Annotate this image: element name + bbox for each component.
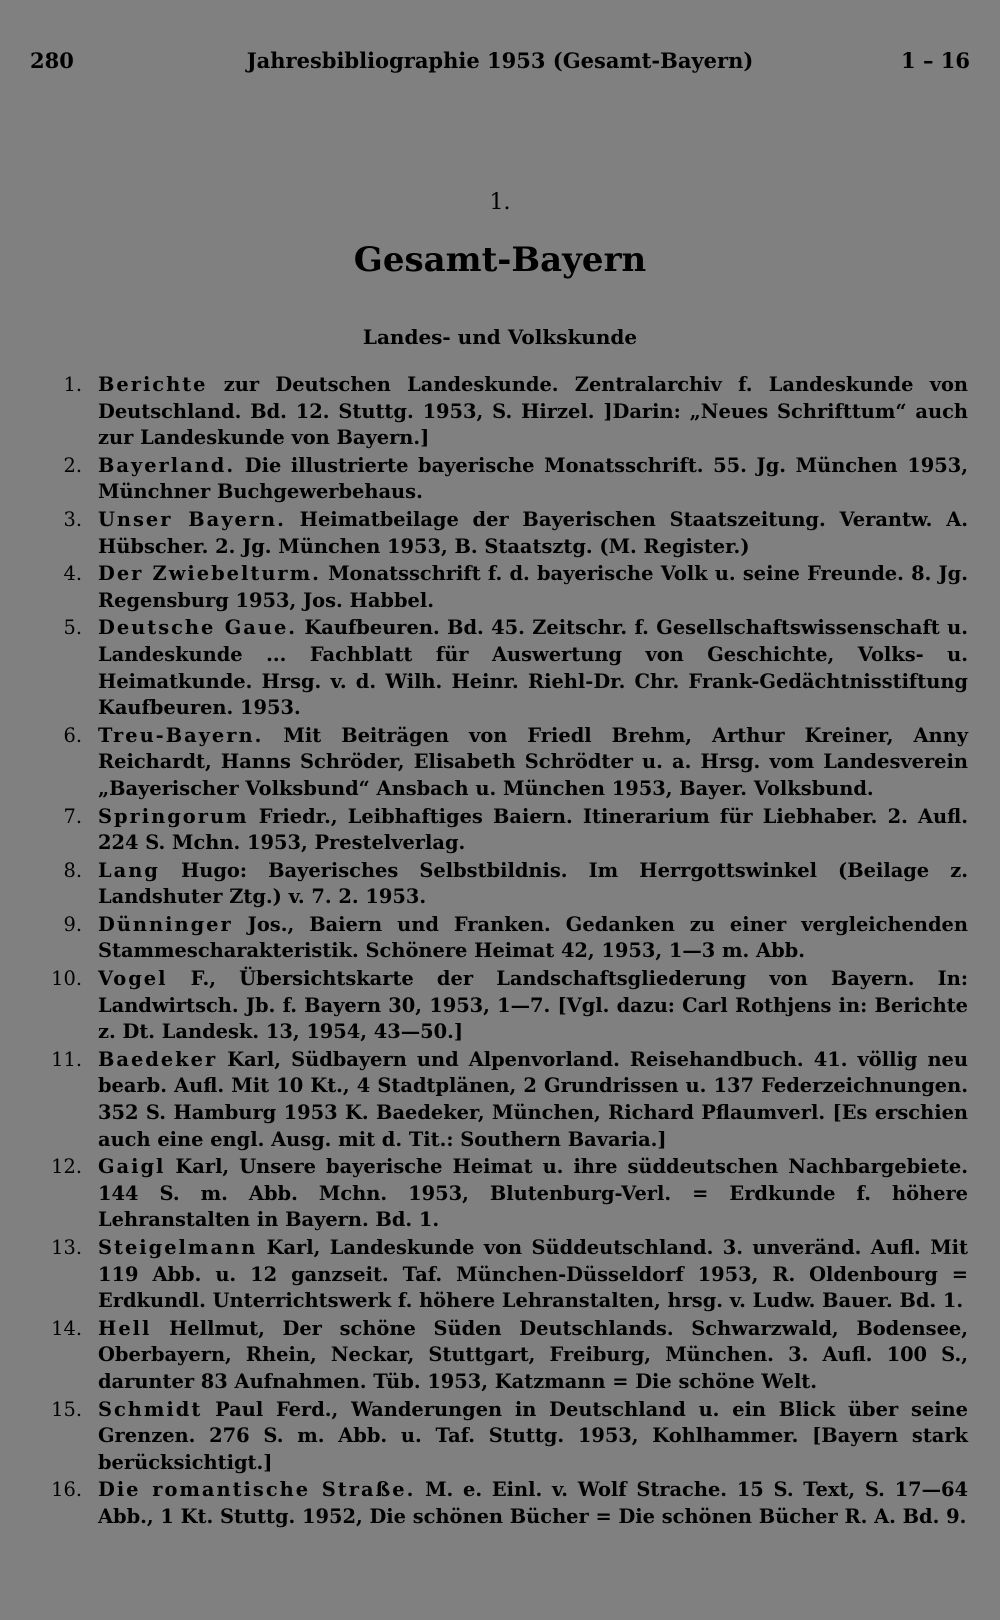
bibliography-entry [48, 723, 968, 803]
entry-number: 9. [63, 912, 82, 936]
bibliography-entry [48, 966, 968, 1046]
entry-number: 15. [51, 1397, 82, 1421]
entry-number: 1. [63, 373, 82, 396]
entry-number: 7. [63, 804, 82, 828]
running-title: Jahresbibliographie 1953 (Gesamt-Bayern) [246, 48, 754, 73]
entry-text: Karl, Landeskunde von Süddeutschland. 3. unveränd. Aufl. Mit 119 Abb. u. 12 ganzseit. Taf. München-Düsseldorf 1953, R. Oldenbourg = Erdkundl. Unterrichtswerk f. höhere Lehranstalten, hrsg. v. Ludw. Bauer. Bd. 1. [98, 1236, 968, 1313]
entry-number: 5. [63, 616, 82, 640]
entry-lead: Unser Bayern. [98, 507, 286, 531]
entry-text: Paul Ferd., Wanderungen in Deutschland u. ein Blick über seine Grenzen. 276 S. m. Abb. u. Taf. Stuttg. 1953, Kohlhammer. [Bayern stark berücksichtigt.] [98, 1397, 968, 1474]
entry-lead: Schmidt [98, 1397, 203, 1421]
bibliography-list [48, 372, 968, 1532]
subsection-title: Landes- und Volkskunde [362, 325, 638, 349]
entry-lead: Lang [98, 858, 160, 882]
bibliography-entry [48, 1477, 968, 1530]
entry-lead: Vogel [98, 967, 168, 991]
entry-text: Hellmut, Der schöne Süden Deutschlands. Schwarzwald, Bodensee, Oberbayern, Rhein, Neckar, Stuttgart, Freiburg, München. 3. Aufl. 100 S., darunter 83 Aufnahmen. Tüb. 1953, Katzmann = Die schöne Welt. [98, 1316, 968, 1393]
bibliography-entry [48, 561, 968, 614]
entry-number: 2. [63, 453, 82, 477]
bibliography-entry [48, 453, 968, 506]
entry-number: 12. [51, 1155, 82, 1179]
entry-lead: Hell [98, 1316, 152, 1340]
entry-lead: Der Zwiebelturm. [98, 562, 321, 586]
entry-lead: Springorum [98, 804, 249, 828]
entry-lead: Berichte [98, 373, 208, 396]
bibliography-entry [48, 507, 968, 560]
bibliography-entry [48, 912, 968, 965]
bibliography-entry [48, 372, 968, 452]
entry-number: 16. [51, 1478, 82, 1502]
page-header [30, 48, 970, 82]
bibliography-entry [48, 1316, 968, 1396]
entry-text: zur Deutschen Landeskunde. Zentralarchiv f. Landeskunde von Deutschland. Bd. 12. Stuttg. 1953, S. Hirzel. ]Darin: „Neues Schrifttum“ auch zur Landeskunde von Bayern.] [98, 373, 968, 450]
bibliography-entry [48, 1154, 968, 1234]
bibliography-entry [48, 1047, 968, 1153]
section-number: 1. [489, 190, 511, 215]
entry-text: Heimatbeilage der Bayerischen Staatszeitung. Verantw. A. Hübscher. 2. Jg. München 1953, B. Staatsztg. (M. Register.) [98, 507, 968, 558]
entry-number: 3. [63, 507, 82, 531]
entry-range: 1 – 16 [901, 48, 970, 73]
entry-lead: Steigelmann [98, 1236, 258, 1259]
entry-text: Kaufbeuren. Bd. 45. Zeitschr. f. Gesellschaftswissenschaft u. Landeskunde ... Fachblatt für Auswertung von Geschichte, Volks- u. Heimatkunde. Hrsg. v. d. Wilh. Heinr. Riehl-Dr. Chr. Frank-Gedächtnisstiftung Kaufbeuren. 1953. [98, 616, 968, 720]
entry-lead: Dünninger [98, 912, 233, 936]
entry-lead: Gaigl [98, 1155, 166, 1179]
entry-number: 13. [51, 1236, 82, 1259]
entry-text: Karl, Südbayern und Alpenvorland. Reisehandbuch. 41. völlig neu bearb. Aufl. Mit 10 Kt., 4 Stadtplänen, 2 Grundrissen u. 137 Federzeichnungen. 352 S. Hamburg 1953 K. Baedeker, München, Richard Pflaumverl. [Es erschien auch eine engl. Ausg. mit d. Tit.: Southern Bavaria.] [98, 1047, 968, 1151]
entry-text: Karl, Unsere bayerische Heimat u. ihre süddeutschen Nachbargebiete. 144 S. m. Abb. Mchn. 1953, Blutenburg-Verl. = Erdkunde f. höhere Lehranstalten in Bayern. Bd. 1. [98, 1155, 968, 1232]
entry-text: Monatsschrift f. d. bayerische Volk u. seine Freunde. 8. Jg. Regensburg 1953, Jos. Habbel. [98, 562, 968, 612]
entry-text: M. e. Einl. v. Wolf Strache. 15 S. Text, S. 17—64 Abb., 1 Kt. Stuttg. 1952, Die schönen Bücher = Die schönen Bücher R. A. Bd. 9. [98, 1478, 968, 1528]
entry-text: F., Übersichtskarte der Landschaftsgliederung von Bayern. In: Landwirtsch. Jb. f. Bayern 30, 1953, 1—7. [Vgl. dazu: Carl Rothjens in: Berichte z. Dt. Landesk. 13, 1954, 43—50.] [98, 967, 968, 1044]
bibliography-entry [48, 804, 968, 857]
entry-number: 6. [63, 723, 82, 747]
entry-text: Die illustrierte bayerische Monatsschrift. 55. Jg. München 1953, Münchner Buchgewerbehaus. [98, 453, 968, 504]
entry-number: 14. [51, 1316, 82, 1340]
entry-text: Mit Beiträgen von Friedl Brehm, Arthur Kreiner, Anny Reichardt, Hanns Schröder, Elisabeth Schrödter u. a. Hrsg. vom Landesverein „Bayerischer Volksbund“ Ansbach u. München 1953, Bayer. Volksbund. [98, 723, 968, 800]
bibliography-entry [48, 858, 968, 911]
entry-text: Jos., Baiern und Franken. Gedanken zu einer vergleichenden Stammescharakteristik. Schönere Heimat 42, 1953, 1—3 m. Abb. [98, 912, 968, 963]
entry-lead: Bayerland. [98, 453, 236, 477]
entry-lead: Baedeker [98, 1047, 218, 1071]
section-title: Gesamt-Bayern [353, 240, 647, 280]
entry-text: Hugo: Bayerisches Selbstbildnis. Im Herrgottswinkel (Beilage z. Landshuter Ztg.) v. 7. 2. 1953. [98, 858, 968, 909]
entry-number: 4. [63, 562, 82, 586]
entry-number: 10. [51, 967, 82, 991]
page-number: 280 [30, 48, 74, 73]
bibliography-entry [48, 1235, 968, 1315]
entry-text: Friedr., Leibhaftiges Baiern. Itinerarium für Liebhaber. 2. Aufl. 224 S. Mchn. 1953, Prestelverlag. [98, 804, 968, 855]
entry-lead: Die romantische Straße. [98, 1478, 416, 1502]
bibliography-entry [48, 1397, 968, 1477]
entry-lead: Treu-Bayern. [98, 723, 264, 747]
entry-lead: Deutsche Gaue. [98, 616, 298, 640]
entry-number: 11. [51, 1047, 82, 1071]
entry-number: 8. [63, 858, 82, 882]
bibliography-entry [48, 615, 968, 721]
